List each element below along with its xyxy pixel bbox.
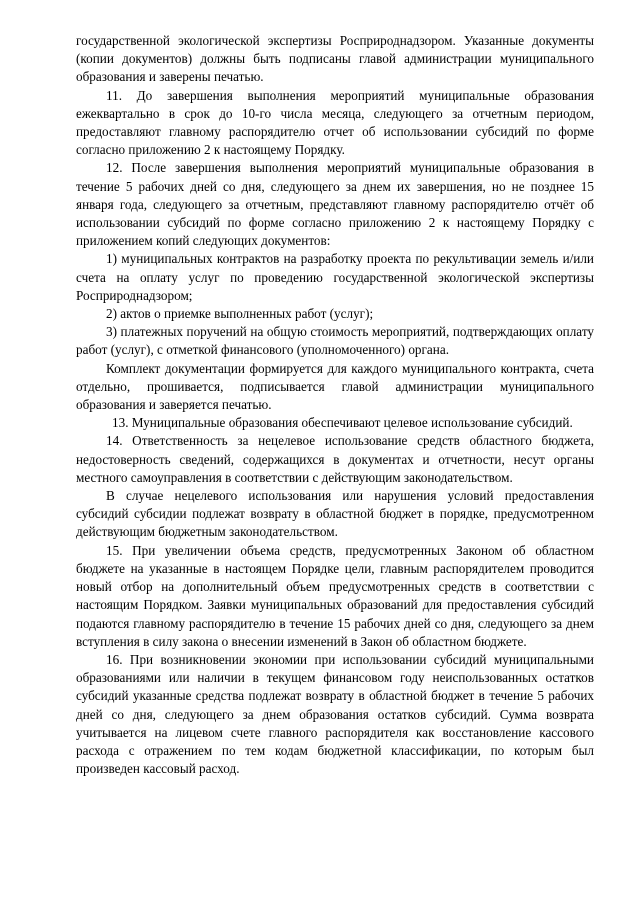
list-item-2: 2) актов о приемке выполненных работ (услуг);	[106, 306, 374, 322]
paragraph-misuse: В случае нецелевого использования или нарушения условий предоставления субсидий субсидии подлежат возврату в областной бюджет в порядке, предусмотренном действующим бюджетным законодательством.	[76, 488, 594, 540]
paragraph-item-13: 13. Муниципальные образования обеспечивают целевое использование субсидий.	[112, 415, 573, 431]
list-item-1: 1) муниципальных контрактов на разработку проекта по рекультивации земель и/или счета на оплату услуг по проведению государственной экологической экспертизы Росприроднадзором;	[76, 251, 594, 303]
paragraph-documentation-set: Комплект документации формируется для каждого муниципального контракта, счета отдельно, прошивается, подписывается главой администрации муниципального образования и заверяется печатью.	[76, 360, 594, 413]
paragraph-item-14: 14. Ответственность за нецелевое использование средств областного бюджета, недостоверность сведений, содержащихся в документах и отчетности, несут органы местного самоуправления в соответствии с действующим законодательством.	[76, 433, 594, 485]
paragraph-item-11: 11. До завершения выполнения мероприятий муниципальные образования ежеквартально в срок до 10-го числа месяца, следующего за отчетным периодом, предоставляют главному распорядителю отчет об использовании субсидий по форме согласно приложению 2 к настоящему Порядку.	[76, 87, 594, 158]
paragraph-item-12: 12. После завершения выполнения мероприятий муниципальные образования в течение 5 рабочих дней со дня, следующего за днем их завершения, но не позднее 15 января года, следующего за отчетным, представляют главному распорядителю отчёт об использовании субсидий по форме согласно приложению 2 к настоящему Порядку с приложением копий следующих документов:	[76, 160, 594, 249]
paragraph-continuation: государственной экологической экспертизы Росприроднадзором. Указанные документы (копии документов) должны быть подписаны главой администрации муниципального образования и заверены печатью.	[76, 33, 594, 85]
paragraph-item-15: 15. При увеличении объема средств, предусмотренных Законом об областном бюджете на указанные в настоящем Порядке цели, главным распорядителем проводится новый отбор на дополнительный объем предусмотренных средств в соответствии с настоящим Порядком. Заявки муниципальных образований для предоставления субсидий подаются главному распорядителю в течение 15 рабочих дней со дня, следующего за днем вступления в силу закона о внесении изменений в Закон об областном бюджете.	[76, 542, 594, 649]
list-item-3: 3) платежных поручений на общую стоимость мероприятий, подтверждающих оплату работ (услуг), с отметкой финансового (уполномоченного) органа.	[76, 324, 594, 358]
document-page	[76, 32, 594, 778]
paragraph-item-16: 16. При возникновении экономии при использовании субсидий муниципальными образованиями или наличии в текущем финансовом году неиспользованных остатков субсидий указанные средства подлежат возврату в областной бюджет в течение 5 рабочих дней со дня, следующего за днем образования остатков субсидий. Сумма возврата учитывается на лицевом счете главного распорядителя как восстановление кассового расхода с отражением по тем кодам бюджетной классификации, по которым был произведен кассовый расход.	[76, 651, 594, 777]
